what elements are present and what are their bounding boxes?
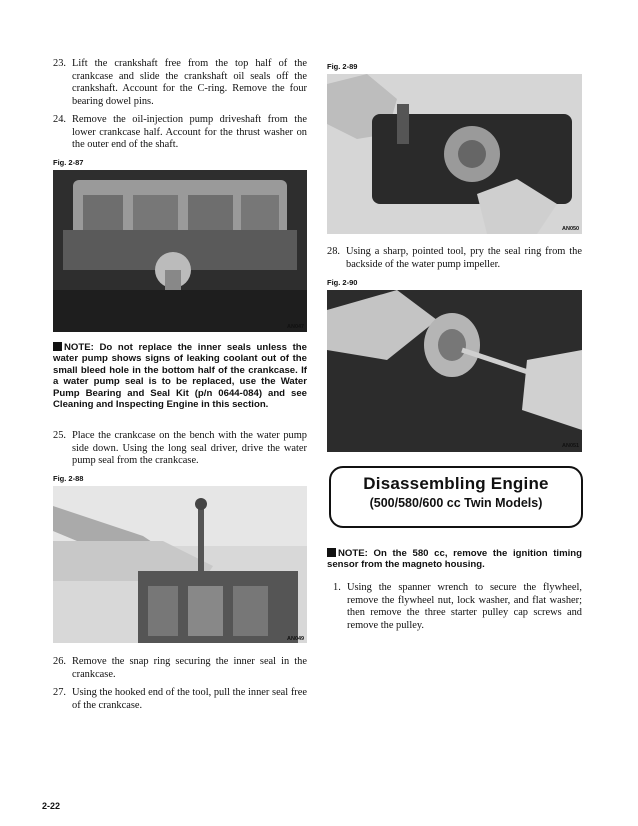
figure-code: AN050	[562, 226, 580, 232]
step-27	[53, 687, 307, 712]
note-text: NOTE: On the 580 cc, remove the ignition timing sensor from the magneto housing.	[327, 548, 582, 571]
figure-label: Fig. 2-89	[327, 62, 358, 71]
step-number: 1.	[333, 582, 341, 593]
figure-label: Fig. 2-88	[53, 474, 84, 483]
step-number: 26.	[53, 656, 66, 667]
step-24	[53, 114, 307, 152]
step-text: Using the hooked end of the tool, pull the inner seal free of the crankcase.	[72, 687, 307, 711]
section-title: Disassembling Engine	[363, 474, 549, 493]
figure-code: AN049	[287, 636, 305, 642]
step-text: Remove the snap ring securing the inner seal in the crankcase.	[72, 656, 307, 680]
step-25	[53, 430, 307, 468]
page-number: 2-22	[42, 801, 61, 811]
step-number: 27.	[53, 687, 66, 698]
figure-2-87-photo	[53, 170, 307, 332]
step-26	[53, 656, 307, 681]
figure-code: AN047	[287, 324, 305, 330]
step-text: Using the spanner wrench to secure the flywheel, remove the flywheel nut, lock washer, and flat washer; then remove the three starter pulley cap screws and remove the pulley.	[347, 582, 582, 631]
step-text: Using a sharp, pointed tool, pry the seal ring from the backside of the water pump impeller.	[346, 246, 582, 270]
figure-code: AN051	[562, 443, 580, 449]
section-heading-box	[329, 466, 583, 528]
note-bullet-icon	[327, 548, 336, 557]
step-text: Remove the oil-injection pump driveshaft from the lower crankcase half. Account for the thrust washer on the outer end of the shaft.	[72, 114, 307, 151]
figure-label: Fig. 2-90	[327, 278, 358, 287]
step-number: 23.	[53, 58, 66, 69]
step-number: 24.	[53, 114, 66, 125]
step-text: Place the crankcase on the bench with the water pump side down. Using the long seal driver, drive the water pump seal from the crankcase.	[72, 430, 307, 467]
note-timing-sensor	[327, 548, 582, 571]
section-subtitle: (500/580/600 cc Twin Models)	[369, 496, 543, 510]
step-1	[333, 582, 582, 632]
step-23	[53, 58, 307, 108]
note-text: NOTE: Do not replace the inner seals unless the water pump shows signs of leaking coolant out of the small bleed hole in the bottom half of the crankcase. If a water pump seal is to be replaced, use the Water Pump Bearing and Seal Kit (p/n 0644-084) and see Cleaning and Inspecting Engine in this section.	[53, 342, 307, 411]
note-inner-seals	[53, 342, 307, 410]
figure-2-89-photo	[327, 74, 582, 234]
figure-label: Fig. 2-87	[53, 158, 84, 167]
step-number: 28.	[327, 246, 340, 257]
figure-2-88-photo	[53, 486, 307, 643]
figure-2-90-photo	[327, 290, 582, 452]
step-text: Lift the crankshaft free from the top half of the crankcase and slide the crankshaft oil seals off the crankshaft. Account for the C-ring. Remove the four bearing dowel pins.	[72, 58, 307, 107]
step-number: 25.	[53, 430, 66, 441]
note-bullet-icon	[53, 342, 62, 351]
step-28	[327, 246, 582, 271]
